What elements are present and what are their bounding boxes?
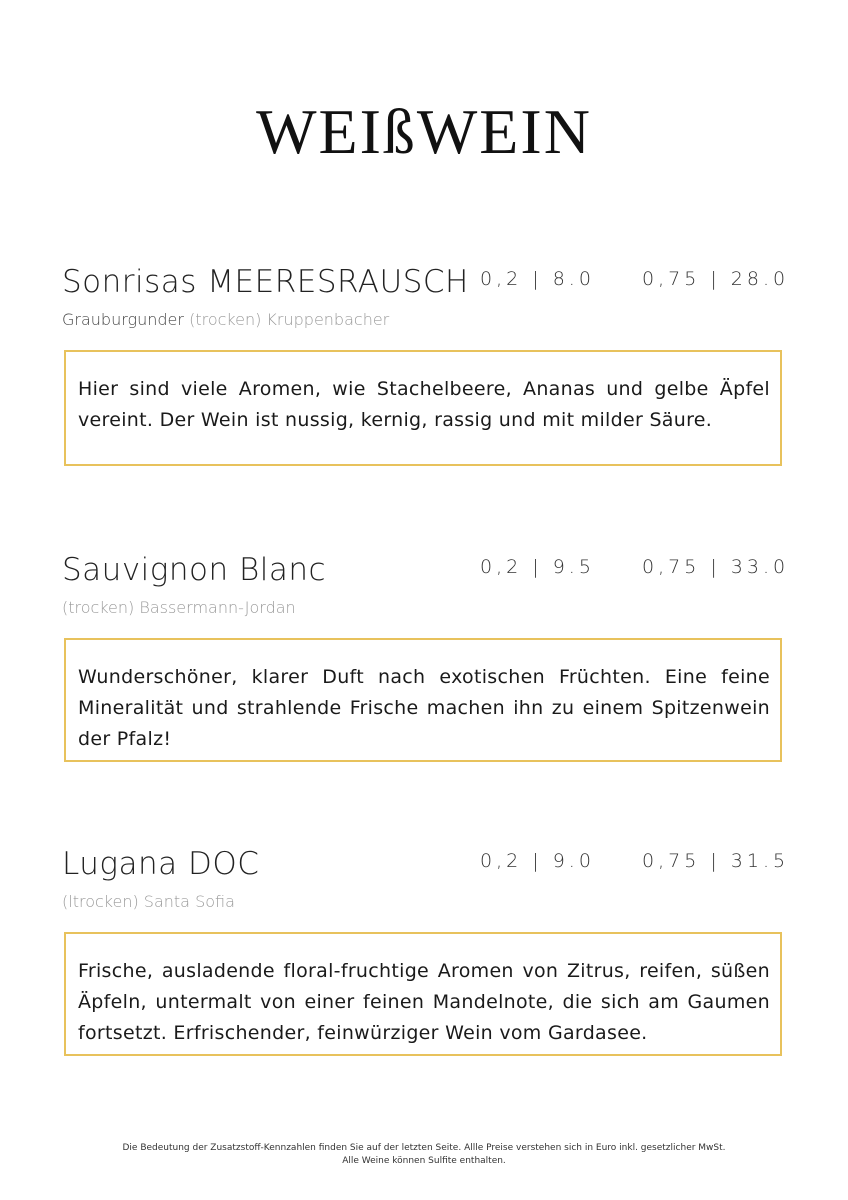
wine-producer: Bassermann-Jordan bbox=[139, 598, 296, 617]
price-bottle: 0,75 | 33.0 bbox=[642, 556, 790, 578]
wine-style: (ltrocken) bbox=[62, 892, 139, 911]
wine-name: Sonrisas MEERESRAUSCH bbox=[62, 264, 469, 300]
wine-style: (trocken) bbox=[189, 310, 262, 329]
footer-note bbox=[0, 1142, 848, 1168]
price-bottle: 0,75 | 28.0 bbox=[642, 268, 790, 290]
wine-description: Wunderschöner, klarer Duft nach exotischen Früchten. Eine feine Mineralität und strahlende Frische machen ihn zu einem Spitzenwein der Pfalz! bbox=[78, 666, 770, 750]
price-glass: 0,2 | 9.5 bbox=[480, 556, 595, 578]
wine-details bbox=[62, 598, 296, 617]
price-bottle: 0,75 | 31.5 bbox=[642, 850, 790, 872]
wine-style: (trocken) bbox=[62, 598, 135, 617]
wine-details bbox=[62, 892, 235, 911]
wine-details bbox=[62, 310, 389, 329]
price-glass: 0,2 | 9.0 bbox=[480, 850, 595, 872]
wine-name: Lugana DOC bbox=[62, 846, 260, 882]
wine-description-box bbox=[64, 350, 782, 466]
wine-grape: Grauburgunder bbox=[62, 310, 184, 329]
wine-description-box bbox=[64, 932, 782, 1056]
wine-producer: Santa Sofia bbox=[143, 892, 235, 911]
wine-description: Hier sind viele Aromen, wie Stachelbeere, Ananas und gelbe Äpfel vereint. Der Wein ist nussig, kernig, rassig und mit milder Säure. bbox=[78, 378, 770, 431]
wine-name: Sauvignon Blanc bbox=[62, 552, 327, 588]
wine-description-box bbox=[64, 638, 782, 762]
wine-producer: Kruppenbacher bbox=[266, 310, 390, 329]
page-title: WEIßWEIN bbox=[256, 96, 592, 167]
footer-line: Die Bedeutung der Zusatzstoff-Kennzahlen finden Sie auf der letzten Seite. Allle Preise verstehen sich in Euro inkl. gesetzlicher MwSt. bbox=[122, 1143, 726, 1153]
price-glass: 0,2 | 8.0 bbox=[480, 268, 595, 290]
footer-line: Alle Weine können Sulfite enthalten. bbox=[342, 1156, 506, 1166]
wine-description: Frische, ausladende floral-fruchtige Aromen von Zitrus, reifen, süßen Äpfeln, untermalt von einer feinen Mandelnote, die sich am Gaumen fortsetzt. Erfrischender, feinwürziger Wein vom Gardasee. bbox=[78, 960, 770, 1044]
